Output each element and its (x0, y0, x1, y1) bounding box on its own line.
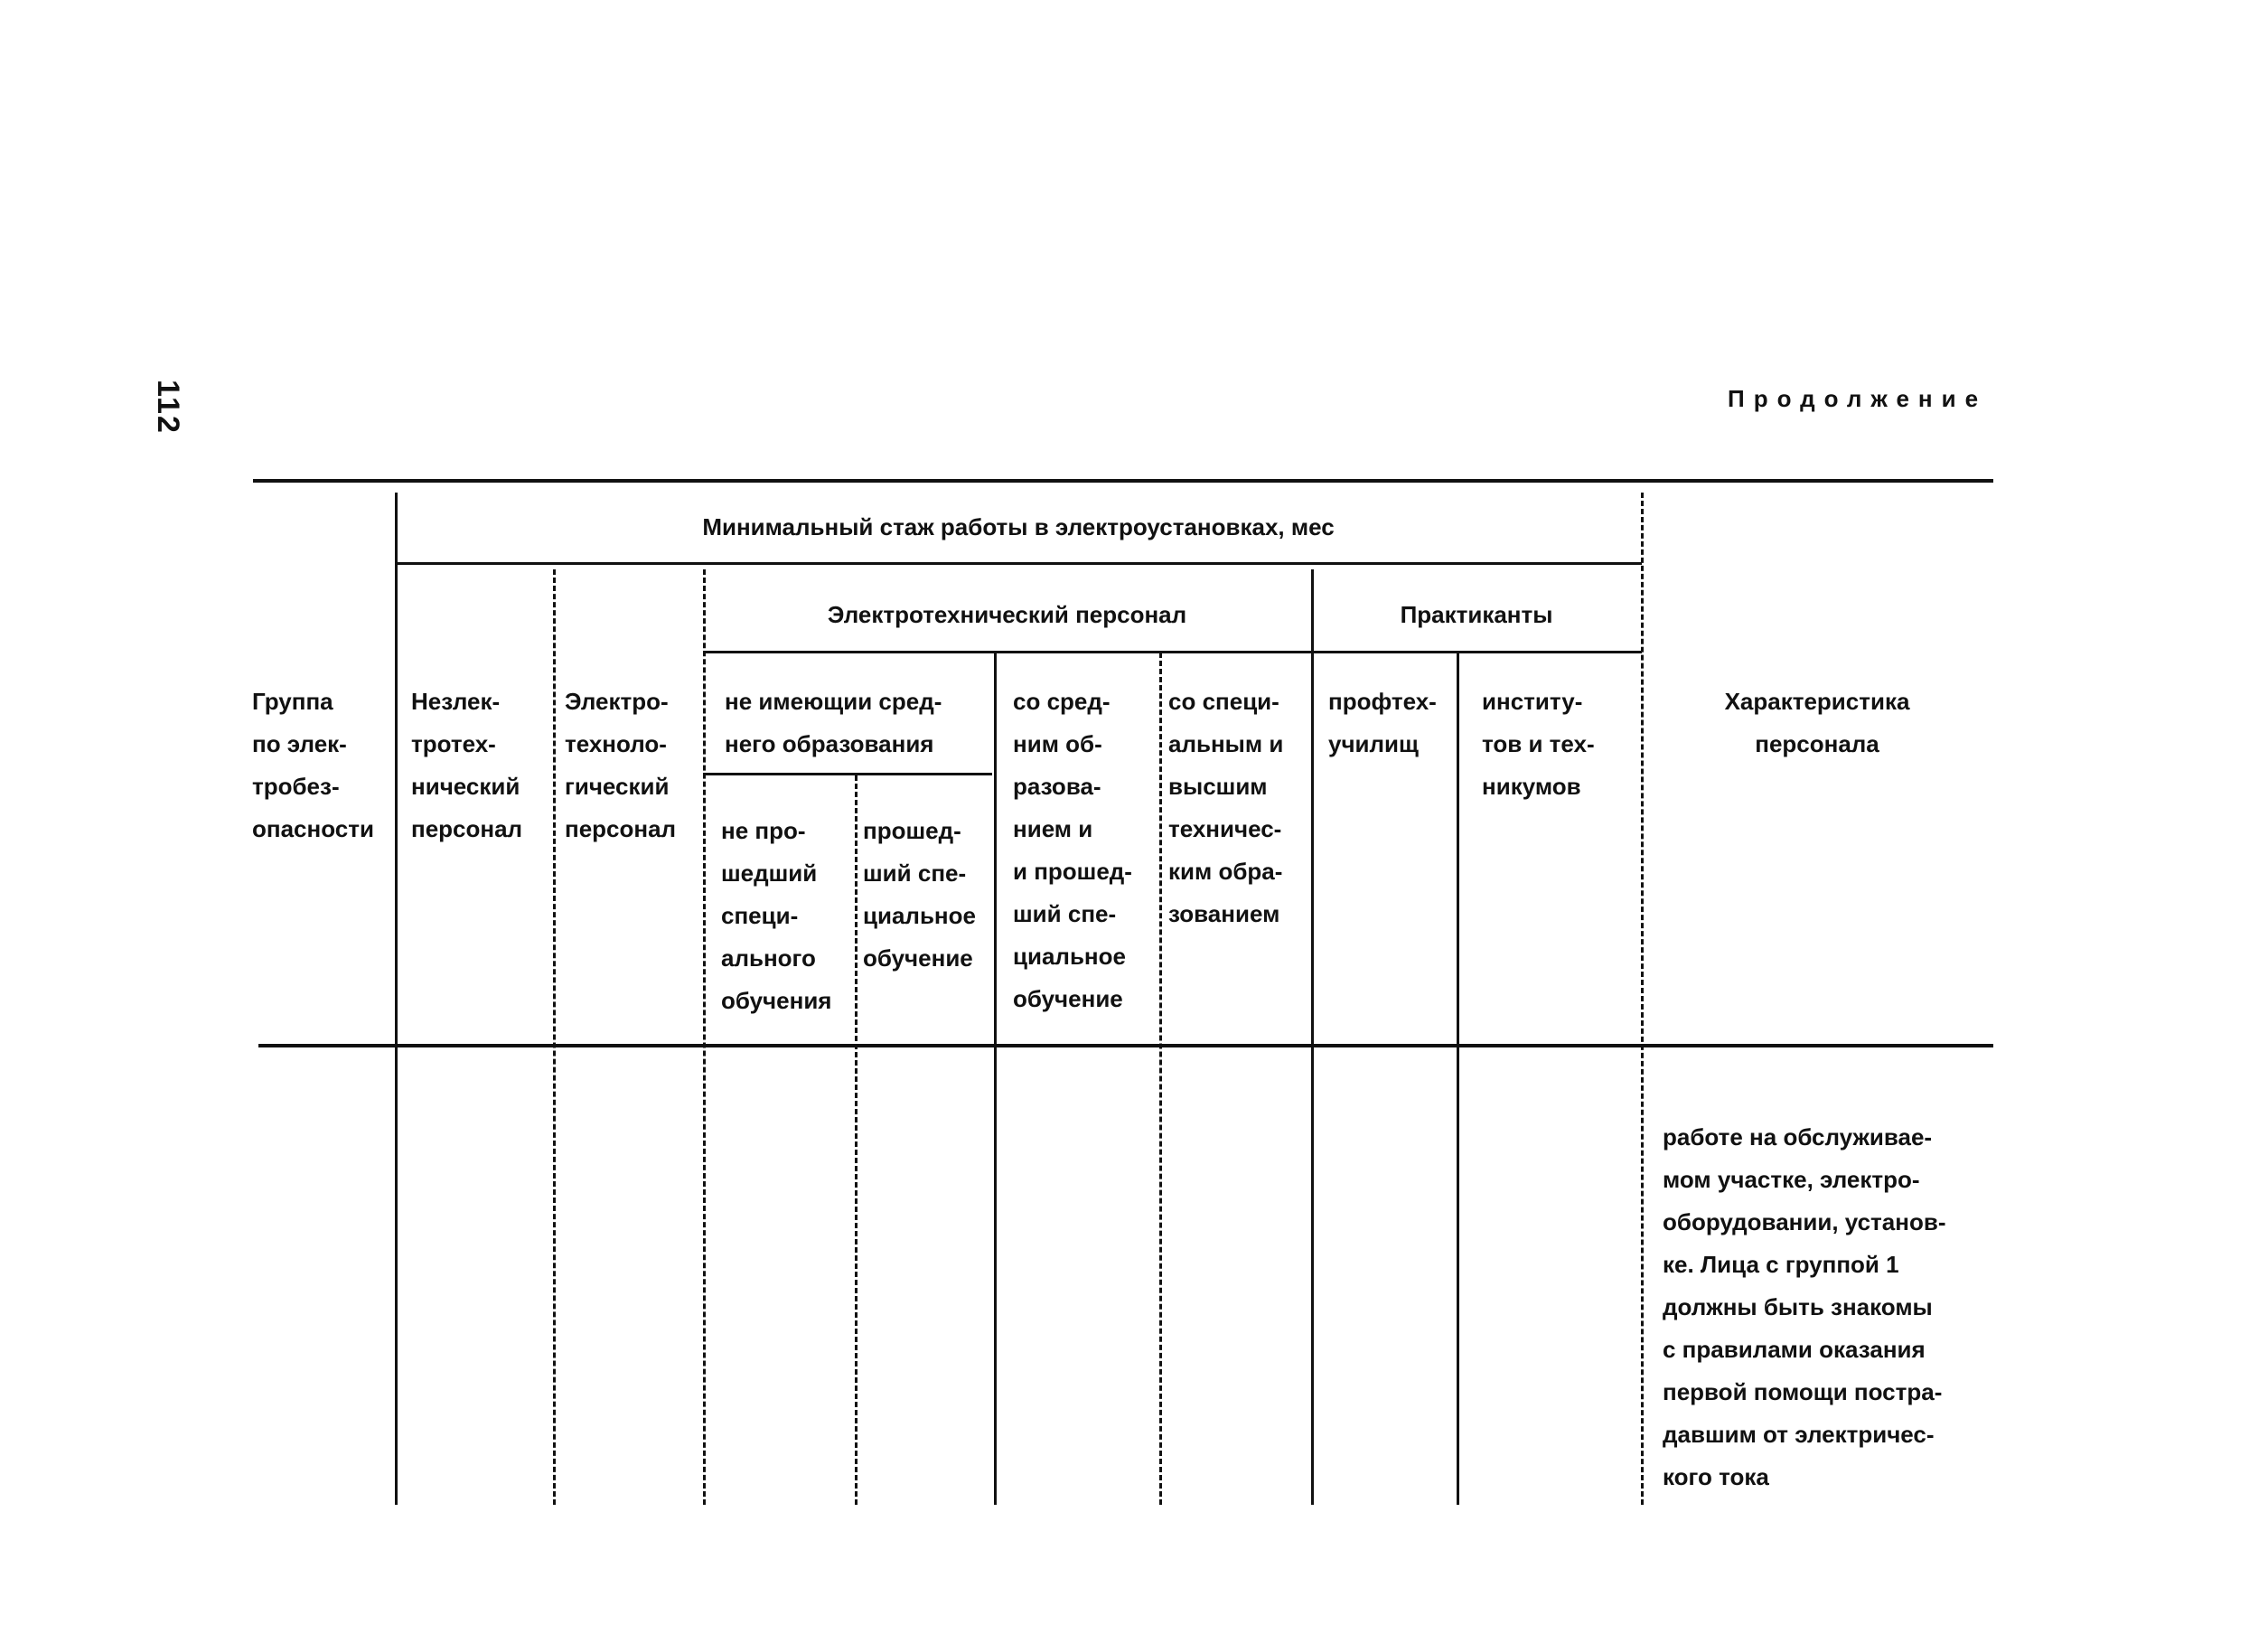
nonelectrotech-header: Незлек- тротех- нический персонал (411, 688, 523, 842)
trained-column-rule (855, 775, 858, 1505)
table-top-rule (253, 479, 1993, 483)
characteristic-column-rule (1641, 493, 1644, 1505)
secondary-column-rule (994, 653, 997, 1505)
vocational-header: профтех- училищ (1328, 688, 1437, 757)
characteristic-text: работе на обслуживае- мом участке, электро- оборудовании, установ- ке. Лица с группой 1 должны быть знакомы с правилами оказания первой помощи постра- давшим от электричес- кого тока (1663, 1123, 1946, 1490)
experience-rule (395, 562, 1642, 565)
continued-label: Продолжение (1728, 385, 1988, 412)
not-trained-header: не про- шедший специ- ального обучения (721, 817, 832, 1014)
no-secondary-header: не имеющии сред- него образования (725, 688, 942, 757)
trained-header: прошед- ший спе- циальное обучение (863, 817, 976, 972)
interns-column-rule (1311, 569, 1314, 1505)
education-rule (703, 773, 992, 775)
characteristic-header: Характеристика персонала (1724, 688, 1910, 757)
page-number: 112 (151, 380, 185, 435)
special-higher-header: со специ- альным и высшим техничес- ким обра- зованием (1168, 688, 1284, 927)
header-bottom-rule (258, 1044, 1993, 1047)
special-column-rule (1159, 653, 1162, 1505)
secondary-trained-header: со сред- ним об- разова- нием и и прошед- ший спе- циальное обучение (1013, 688, 1132, 1012)
electrotech-staff-header: Электротехнический персонал (827, 601, 1187, 628)
category-rule (703, 651, 1642, 653)
institutes-column-rule (1457, 653, 1459, 1505)
group-column-rule (395, 493, 398, 1505)
min-experience-header: Минимальный стаж работы в электроустановках, мес (702, 513, 1335, 540)
electrotechnological-column-rule (703, 569, 706, 1505)
nonelectro-column-rule (553, 569, 556, 1505)
institutes-header: институ- тов и тех- никумов (1482, 688, 1595, 800)
electrotechnological-header: Электро- техноло- гический персонал (565, 688, 677, 842)
group-column-header: Группа по элек- тробез- опасности (252, 688, 374, 842)
interns-header: Практиканты (1400, 601, 1553, 628)
